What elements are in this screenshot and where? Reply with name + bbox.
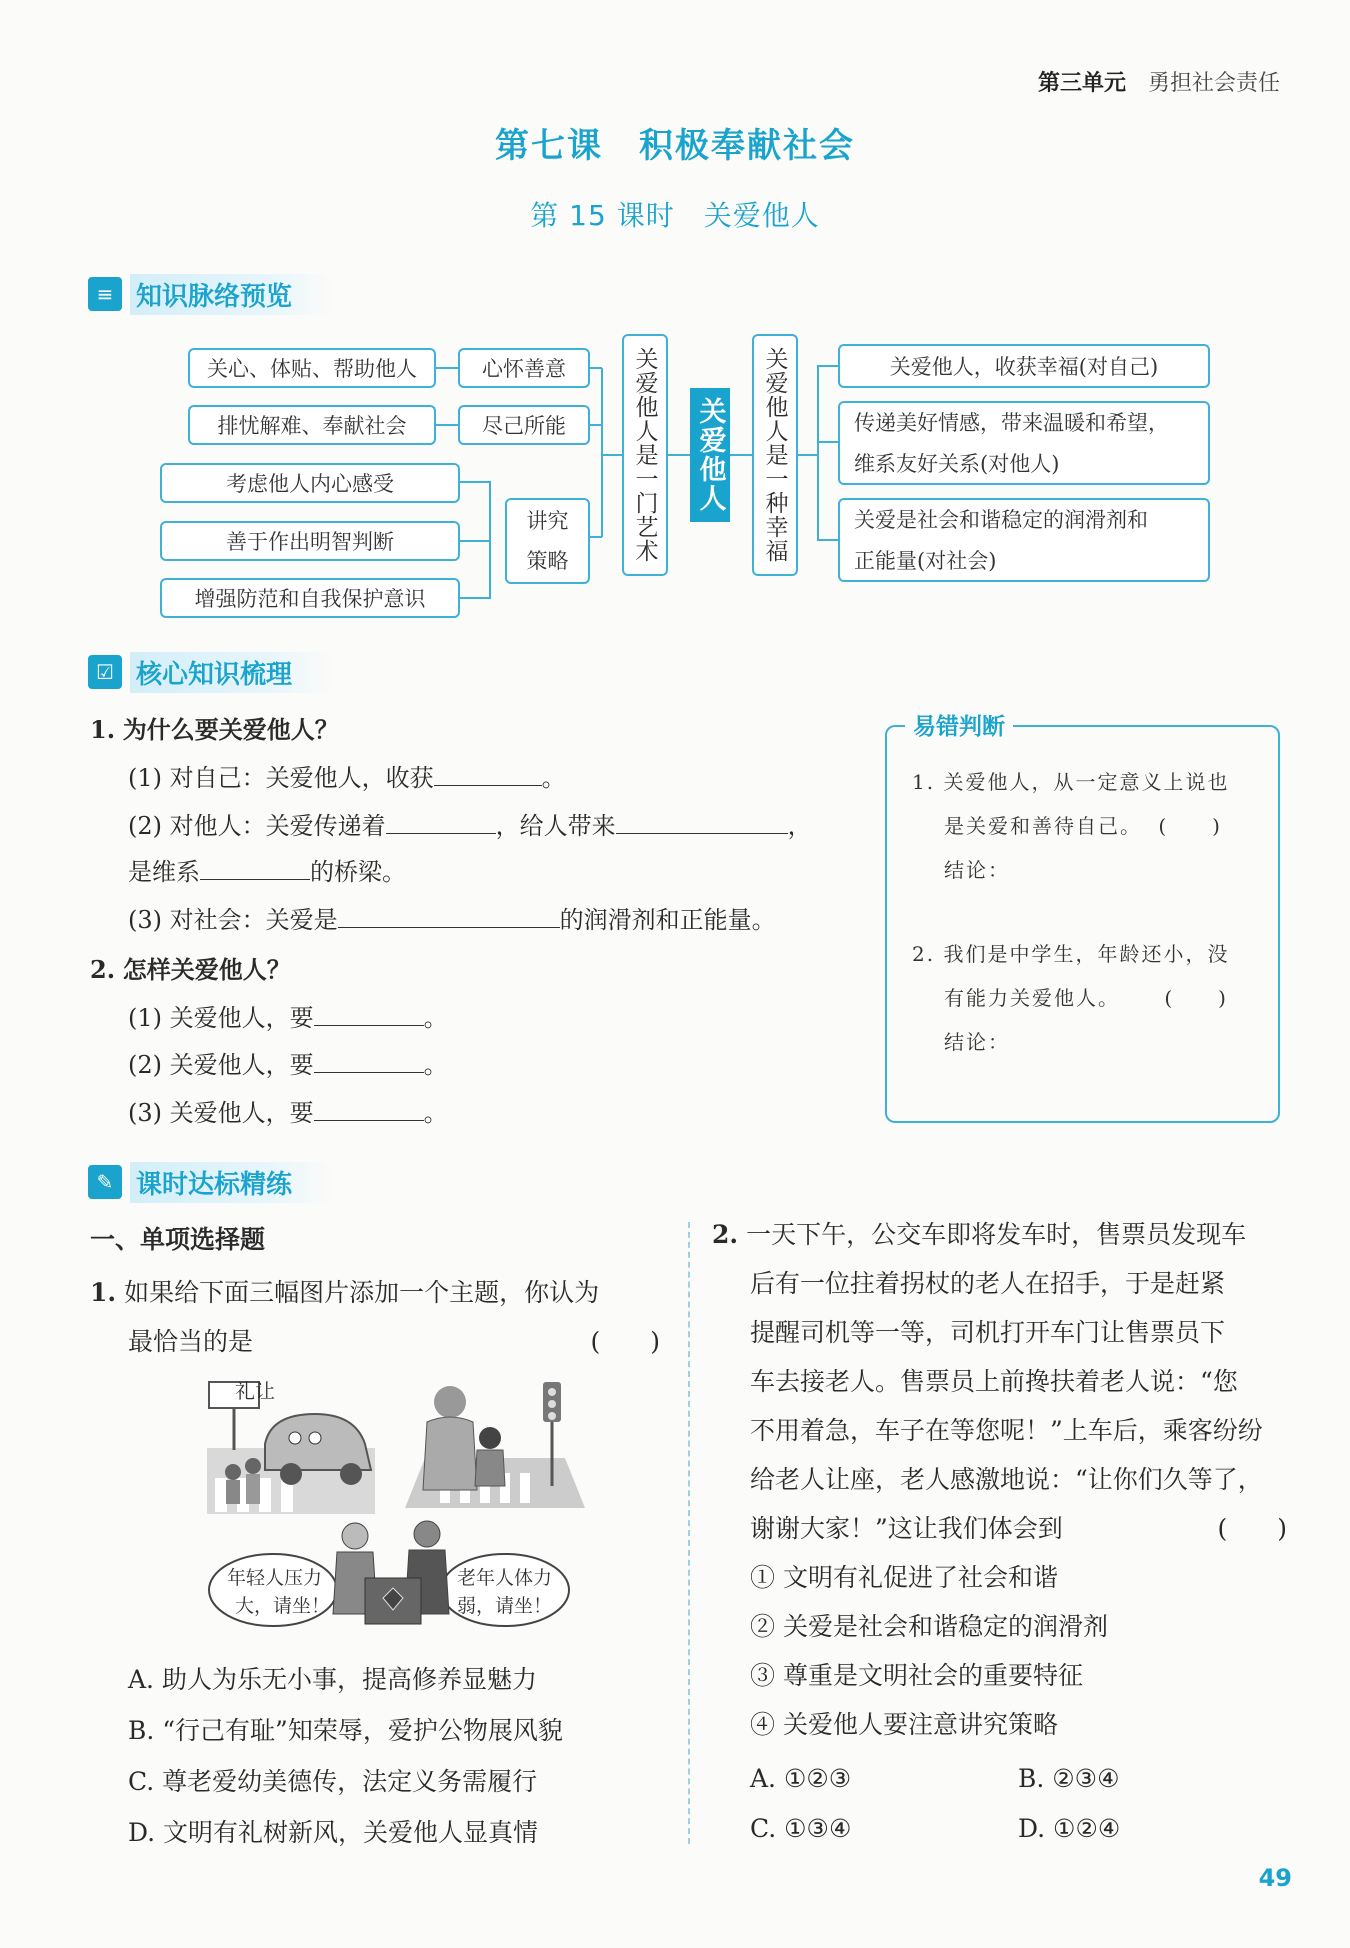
option-d[interactable]: D. 文明有礼树新风，关爱他人显真情	[128, 1818, 539, 1847]
conclusion-label: 结论：	[944, 1030, 1010, 1054]
option-d[interactable]: D. ①②④	[1018, 1814, 1121, 1843]
line-text: (1) 对自己：关爱他人，收获	[128, 764, 434, 792]
line-text: 是维系	[128, 858, 200, 886]
statement: ① 文明有礼促进了社会和谐	[750, 1563, 1058, 1592]
item-text: 有能力关爱他人。	[944, 986, 1120, 1010]
question-line: 后有一位拄着拐杖的老人在招手，于是赶紧	[750, 1269, 1226, 1298]
punct: ，	[787, 812, 812, 840]
core-line	[128, 852, 406, 887]
item-line	[912, 804, 1262, 848]
fill-blank[interactable]	[338, 903, 560, 928]
question-number: 1.	[90, 715, 116, 744]
fill-blank[interactable]	[434, 761, 542, 786]
map-right-line: 正能量(对社会)	[854, 549, 997, 573]
picture-crosswalk	[207, 1382, 375, 1514]
map-right-item	[838, 401, 1210, 485]
practice-question-1	[90, 1268, 660, 1366]
question-number: 1.	[90, 1278, 117, 1307]
map-item: 考虑他人内心感受	[160, 463, 460, 503]
statement: ④ 关爱他人要注意讲究策略	[750, 1710, 1058, 1739]
easy-error-item-2	[912, 932, 1262, 1064]
easy-error-item-1	[912, 760, 1262, 892]
section-title: 课时达标精练	[130, 1162, 332, 1203]
map-right-line: 传递美好情感，带来温暖和希望，	[854, 411, 1169, 435]
question-line: 不用着急，车子在等您呢！”上车后，乘客纷纷	[750, 1416, 1263, 1445]
map-right-line: 维系友好关系(对他人)	[854, 452, 1060, 476]
map-right-item: 关爱他人，收获幸福(对自己)	[838, 344, 1210, 388]
bubble-left-line: 年轻人压力	[227, 1567, 323, 1589]
period-title: 第 15 课时 关爱他人	[530, 199, 820, 232]
answer-paren[interactable]: ( )	[1217, 1514, 1287, 1543]
question-number: 2.	[712, 1220, 739, 1249]
map-right-item	[838, 498, 1210, 582]
map-label-best-effort: 尽己所能	[458, 405, 590, 445]
map-item: 增强防范和自我保护意识	[160, 578, 460, 618]
item-line	[912, 976, 1262, 1020]
line-text: (2) 对他人：关爱传递着	[128, 812, 386, 840]
core-line	[128, 806, 812, 841]
item-line: 1. 关爱他人，从一定意义上说也	[912, 770, 1230, 794]
line-text: (3) 对社会：关爱是	[128, 906, 338, 934]
section-banner-practice	[88, 1162, 332, 1202]
punct: 。	[423, 1051, 448, 1079]
option-c[interactable]: C. 尊老爱幼美德传，法定义务需履行	[128, 1767, 538, 1796]
punct: 。	[423, 1004, 448, 1032]
question-1-options	[128, 1660, 668, 1864]
practice-question-2	[712, 1210, 1287, 1749]
question-number: 2.	[90, 955, 116, 984]
line-text: (3) 关爱他人，要	[128, 1099, 314, 1127]
question-line: 谢谢大家！”这让我们体会到	[750, 1514, 1063, 1543]
bubble-right-line: 弱，请坐！	[457, 1595, 553, 1617]
conclusion-label: 结论：	[944, 858, 1010, 882]
pencil-icon: ✎	[88, 1165, 122, 1199]
fill-blank[interactable]	[314, 1096, 424, 1121]
stack-icon: ≡	[88, 277, 122, 311]
map-item: 善于作出明智判断	[160, 521, 460, 561]
fill-blank[interactable]	[200, 855, 310, 880]
bubble-right-line: 老年人体力	[457, 1567, 553, 1589]
statement: ③ 尊重是文明社会的重要特征	[750, 1661, 1083, 1690]
question-text: 为什么要关爱他人？	[122, 716, 339, 744]
statement: ② 关爱是社会和谐稳定的润滑剂	[750, 1612, 1108, 1641]
map-item: 关心、体贴、帮助他人	[188, 348, 436, 388]
core-line	[128, 1093, 448, 1128]
map-label-goodwill: 心怀善意	[458, 348, 590, 388]
punct: 。	[423, 1099, 448, 1127]
core-line	[128, 1045, 448, 1080]
line-text: 的桥梁。	[310, 858, 406, 886]
core-question-1	[90, 710, 339, 745]
map-label-strategy	[505, 498, 590, 584]
bubble-left-line: 大，请坐！	[235, 1595, 331, 1617]
fill-blank[interactable]	[314, 1001, 424, 1026]
fill-blank[interactable]	[616, 809, 788, 834]
easy-error-title: 易错判断	[905, 708, 1013, 741]
strategy-line: 策略	[526, 549, 569, 573]
strategy-line: 讲究	[526, 509, 569, 533]
question-line: 提醒司机等一等，司机打开车门让售票员下	[750, 1318, 1226, 1347]
fill-blank[interactable]	[314, 1048, 424, 1073]
page-number: 49	[1258, 1864, 1292, 1892]
item-line: 2. 我们是中学生，年龄还小，没	[912, 942, 1230, 966]
section-title: 知识脉络预览	[130, 274, 332, 315]
option-b[interactable]: B. “行己有耻”知荣辱，爱护公物展风貌	[128, 1716, 563, 1745]
core-question-2	[90, 950, 291, 985]
question-line: 车去接老人。售票员上前搀扶着老人说：“您	[750, 1367, 1238, 1396]
line-text: (1) 关爱他人，要	[128, 1004, 314, 1032]
sign-text: 礼让	[235, 1379, 275, 1403]
line-text: ，给人带来	[495, 812, 616, 840]
answer-paren[interactable]: ( )	[1158, 814, 1222, 838]
answer-paren[interactable]: ( )	[1164, 986, 1228, 1010]
map-item: 排忧解难、奉献社会	[188, 405, 436, 445]
line-text: (2) 关爱他人，要	[128, 1051, 314, 1079]
fill-blank[interactable]	[386, 809, 496, 834]
map-branch-art: 关爱他人是一门艺术	[622, 334, 668, 576]
option-c[interactable]: C. ①③④	[750, 1814, 852, 1843]
item-text: 是关爱和善待自己。	[944, 814, 1142, 838]
illustration-group	[205, 1378, 595, 1634]
question-type-heading: 一、单项选择题	[90, 1225, 266, 1254]
core-line	[128, 758, 566, 793]
unit-title: 勇担社会责任	[1147, 71, 1280, 96]
question-line: 如果给下面三幅图片添加一个主题，你认为	[124, 1278, 600, 1307]
section-title: 核心知识梳理	[130, 652, 332, 693]
punct: 。	[541, 764, 566, 792]
option-a[interactable]: A. ①②③	[750, 1764, 852, 1793]
question-line: 一天下午，公交车即将发车时，售票员发现车	[746, 1220, 1247, 1249]
picture-elder-child	[405, 1382, 585, 1508]
column-divider	[688, 1222, 690, 1844]
option-a[interactable]: A. 助人为乐无小事，提高修养显魅力	[128, 1665, 537, 1694]
question-line: 给老人让座，老人感激地说：“让你们久等了，	[750, 1465, 1263, 1494]
checkbox-icon: ☑	[88, 655, 122, 689]
option-b[interactable]: B. ②③④	[1018, 1764, 1120, 1793]
unit-label: 第三单元	[1037, 71, 1126, 96]
answer-paren[interactable]: ( )	[590, 1327, 660, 1356]
core-line	[128, 998, 448, 1033]
section-banner-core	[88, 652, 332, 692]
core-line	[128, 900, 776, 935]
question-line: 最恰当的是	[128, 1327, 254, 1356]
map-branch-happiness: 关爱他人是一种幸福	[752, 334, 798, 576]
map-right-line: 关爱是社会和谐稳定的润滑剂和	[854, 508, 1148, 532]
map-center: 关爱他人	[690, 388, 730, 522]
question-text: 怎样关爱他人？	[122, 956, 291, 984]
lesson-title: 第七课 积极奉献社会	[495, 126, 855, 166]
line-text: 的润滑剂和正能量。	[559, 906, 776, 934]
